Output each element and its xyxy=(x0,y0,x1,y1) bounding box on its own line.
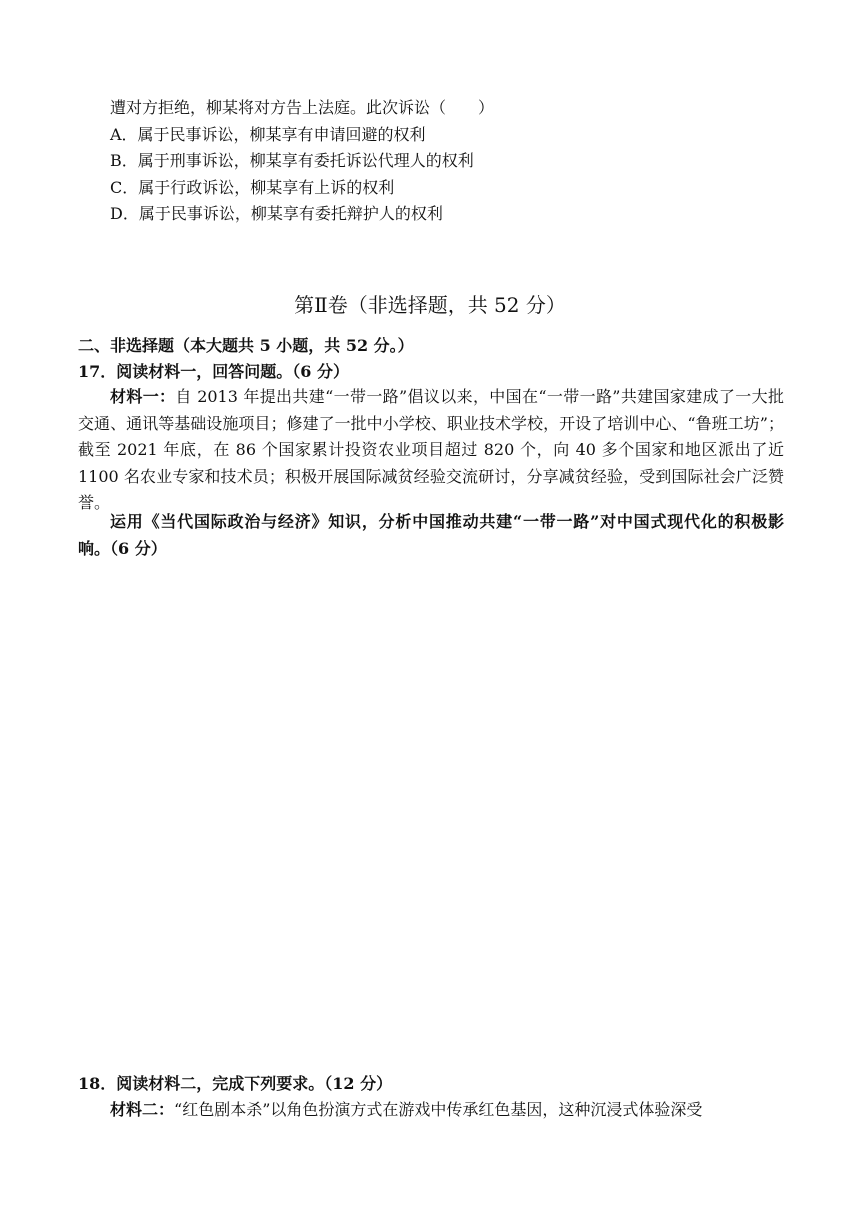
q18-material-label: 材料二： xyxy=(110,1100,175,1119)
q18-material-text: “红色剧本杀”以角色扮演方式在游戏中传承红色基因，这种沉浸式体验深受 xyxy=(174,1100,703,1119)
q17-task: 运用《当代国际政治与经济》知识，分析中国推动共建“一带一路”对中国式现代化的积极影响。（6 分） xyxy=(78,512,784,558)
q17-material-label: 材料一： xyxy=(110,387,176,406)
q16-option-b: B．属于刑事诉讼，柳某享有委托诉讼代理人的权利 xyxy=(110,151,474,170)
q17-material-text: 自 2013 年提出共建“一带一路”倡议以来，中国在“一带一路”共建国家建成了一大批交通、通讯等基础设施项目；修建了一批中小学校、职业技术学校，开设了培训中心、“鲁班工坊”；截至 2021 年底，在 86 个国家累计投资农业项目超过 820 个，向 40 多个国家和地区派出了近 1100 名农业专家和技术员；积极开展国际减贫经验交流研讨，分享减贫经验，受到国际社会广泛赞誉。 xyxy=(78,387,784,512)
section-heading: 二、非选择题（本大题共 5 小题，共 52 分。） xyxy=(78,336,414,355)
q16-option-c: C．属于行政诉讼，柳某享有上诉的权利 xyxy=(110,178,395,197)
q18-heading: 18．阅读材料二，完成下列要求。（12 分） xyxy=(78,1074,393,1093)
q17-material xyxy=(78,384,784,517)
q18-material xyxy=(78,1097,784,1124)
q16-option-d: D．属于民事诉讼，柳某享有委托辩护人的权利 xyxy=(110,204,443,223)
q16-option-a: A．属于民事诉讼，柳某享有申请回避的权利 xyxy=(110,125,426,144)
part-two-title: 第Ⅱ卷（非选择题，共 52 分） xyxy=(294,293,566,317)
q17-heading: 17．阅读材料一，回答问题。（6 分） xyxy=(78,362,349,381)
q16-stem-tail: 遭对方拒绝，柳某将对方告上法庭。此次诉讼（ ） xyxy=(110,98,495,117)
